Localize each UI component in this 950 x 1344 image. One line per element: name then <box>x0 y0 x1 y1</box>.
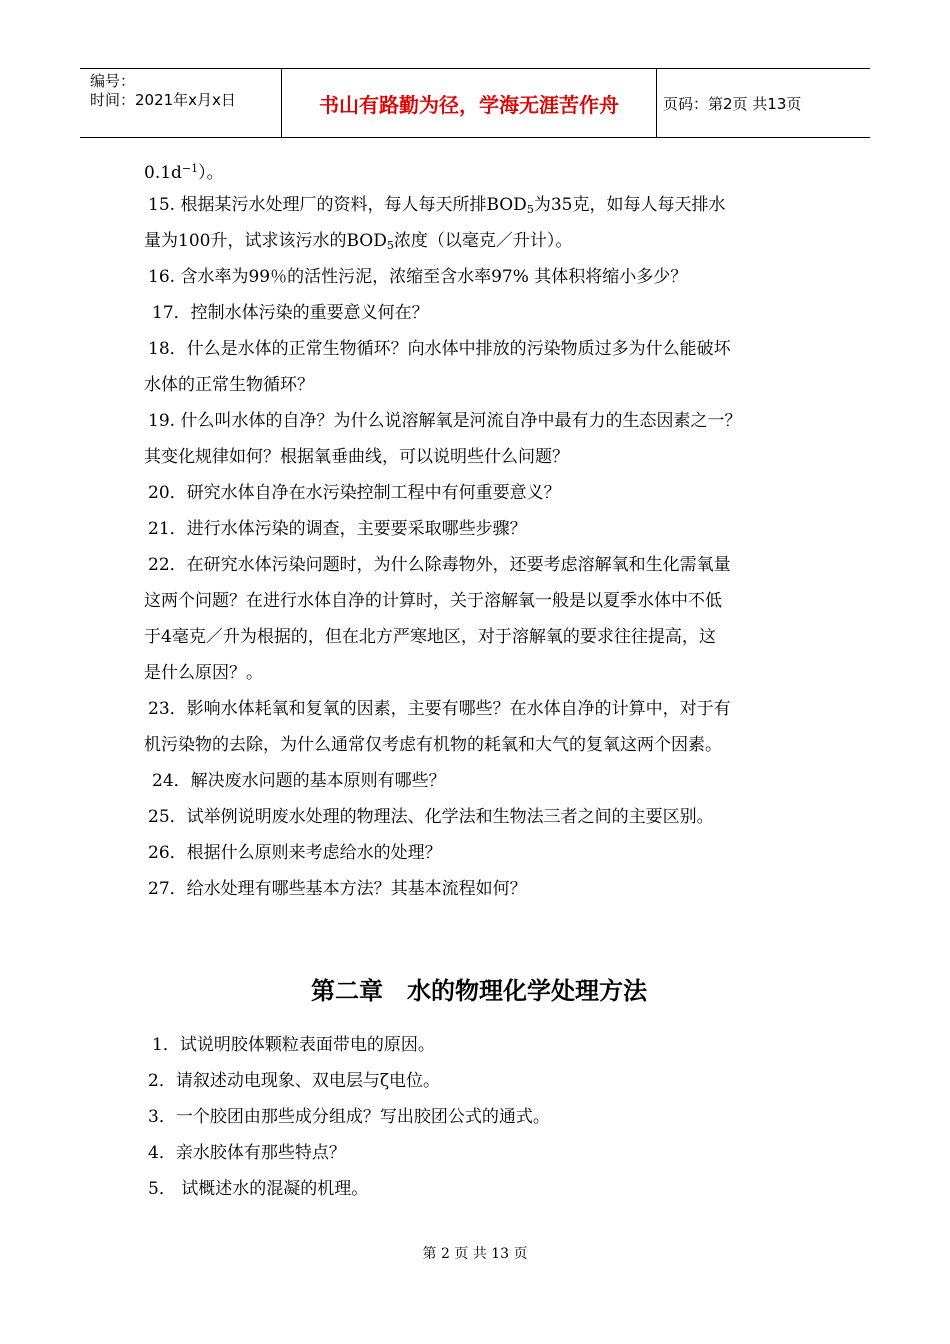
document-date: 时间：2021年x月x日 <box>90 91 236 109</box>
section-spacer <box>144 907 814 961</box>
question-16: 16. 含水率为99％的活性污泥，浓缩至含水率97% 其体积将缩小多少？ <box>148 267 688 287</box>
header-motto: 书山有路勤为径，学海无涯苦作舟 <box>282 69 657 137</box>
question-19-cont: 其变化规律如何？根据氧垂曲线，可以说明些什么问题？ <box>144 447 569 467</box>
chapter-title: 第二章 水的物理化学处理方法 <box>311 977 647 1005</box>
chapter-question-3: 3．一个胶团由那些成分组成？写出胶团公式的通式。 <box>148 1107 550 1127</box>
chapter-question-1: 1．试说明胶体颗粒表面带电的原因。 <box>152 1035 435 1055</box>
chapter-question-2: 2．请叙述动电现象、双电层与ζ电位。 <box>148 1071 441 1091</box>
question-19: 19. 什么叫水体的自净？为什么说溶解氧是河流自净中最有力的生态因素之一？ <box>148 411 742 431</box>
document-number: 编号： <box>90 72 136 90</box>
question-21: 21．进行水体污染的调查，主要要采取哪些步骤？ <box>148 519 527 539</box>
question-23-cont: 机污染物的去除，为什么通常仅考虑有机物的耗氧和大气的复氧这两个因素。 <box>144 735 722 755</box>
question-22-cont: 这两个问题？在进行水体自净的计算时，关于溶解氧一般是以夏季水体中不低 <box>144 591 722 611</box>
page-header <box>80 68 870 138</box>
question-26: 26．根据什么原则来考虑给水的处理？ <box>148 843 442 863</box>
question-17: 17．控制水体污染的重要意义何在？ <box>152 303 429 323</box>
question-24: 24．解决废水问题的基本原则有哪些？ <box>152 771 446 791</box>
chapter-question-5: 5． 试概述水的混凝的机理。 <box>148 1179 369 1199</box>
header-page-number: 页码：第2页 共13页 <box>663 94 802 113</box>
question-20: 20．研究水体自净在水污染控制工程中有何重要意义？ <box>148 483 561 503</box>
chapter-question-4: 4．亲水胶体有那些特点？ <box>148 1143 346 1163</box>
question-23: 23．影响水体耗氧和复氧的因素，主要有哪些？在水体自净的计算中，对于有 <box>148 699 731 719</box>
question-15: 15. 根据某污水处理厂的资料，每人每天所排$BOD_5$为35克，如每人每天排水 <box>148 195 726 216</box>
question-15-cont: 量为100升，试求该污水的$BOD_5$浓度（以毫克／升计）。 <box>144 231 573 252</box>
question-18: 18．什么是水体的正常生物循环？向水体中排放的污染物质过多为什么能破坏 <box>148 339 731 359</box>
question-22-cont: 于4毫克／升为根据的，但在北方严寒地区，对于溶解氧的要求往往提高，这 <box>144 627 716 647</box>
question-25: 25．试举例说明废水处理的物理法、化学法和生物法三者之间的主要区别。 <box>148 807 714 827</box>
question-27: 27．给水处理有哪些基本方法？其基本流程如何？ <box>148 879 527 899</box>
header-meta <box>80 69 282 137</box>
document-body <box>144 151 814 1207</box>
text-line: $0.1d^{-1}$）。 <box>144 162 224 183</box>
question-22: 22．在研究水体污染问题时，为什么除毒物外，还要考虑溶解氧和生化需氧量 <box>148 555 731 575</box>
question-22-cont: 是什么原因？。 <box>144 663 263 683</box>
page-footer: 第 2 页 共 13 页 <box>422 1246 528 1262</box>
question-18-cont: 水体的正常生物循环？ <box>144 375 314 395</box>
